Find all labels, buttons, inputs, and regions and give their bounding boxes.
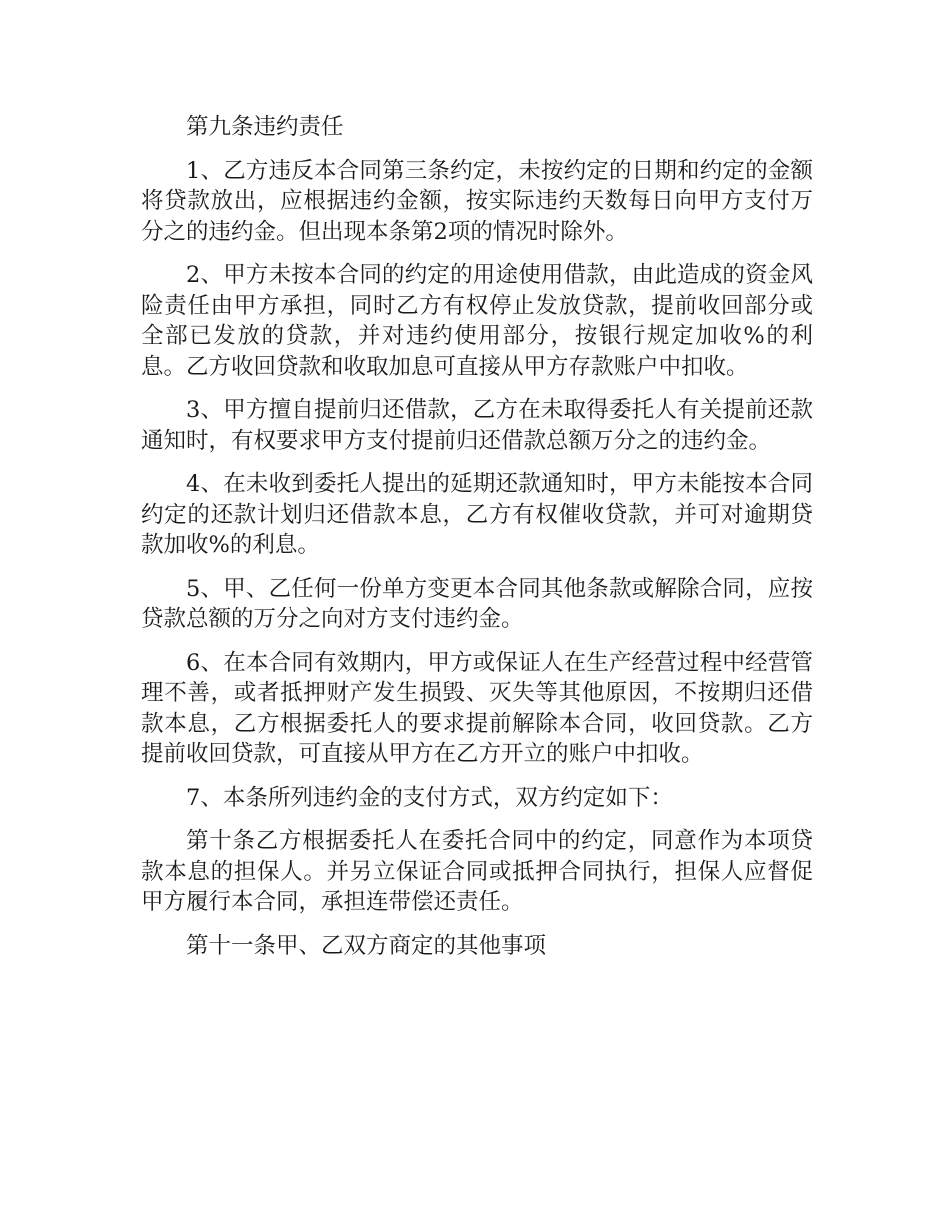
article-10-paragraph: 第十条乙方根据委托人在委托合同中的约定，同意作为本项贷款本息的担保人。并另立保证合同或抵押合同执行，担保人应督促甲方履行本合同，承担连带偿还责任。 bbox=[141, 828, 813, 915]
clause-4-paragraph: 4、在未收到委托人提出的延期还款通知时，甲方未能按本合同约定的还款计划归还借款本息，乙方有权催收贷款，并可对逾期贷款加收%的利息。 bbox=[141, 471, 813, 558]
clause-5-paragraph: 5、甲、乙任何一份单方变更本合同其他条款或解除合同，应按贷款总额的万分之向对方支付违约金。 bbox=[141, 575, 813, 632]
document-body bbox=[141, 112, 813, 974]
clause-3-paragraph: 3、甲方擅自提前归还借款，乙方在未取得委托人有关提前还款通知时，有权要求甲方支付提前归还借款总额万分之的违约金。 bbox=[141, 397, 813, 454]
clause-6-paragraph: 6、在本合同有效期内，甲方或保证人在生产经营过程中经营管理不善，或者抵押财产发生损毁、灭失等其他原因，不按期归还借款本息，乙方根据委托人的要求提前解除本合同，收回贷款。乙方提前收回贷款，可直接从甲方在乙方开立的账户中扣收。 bbox=[141, 649, 813, 767]
clause-2-paragraph: 2、甲方未按本合同的约定的用途使用借款，由此造成的资金风险责任由甲方承担，同时乙方有权停止发放贷款，提前收回部分或全部已发放的贷款，并对违约使用部分，按银行规定加收%的利息。乙方收回贷款和收取加息可直接从甲方存款账户中扣收。 bbox=[141, 262, 813, 380]
clause-7-paragraph: 7、本条所列违约金的支付方式，双方约定如下： bbox=[186, 784, 673, 811]
clause-1-paragraph: 1、乙方违反本合同第三条约定，未按约定的日期和约定的金额将贷款放出，应根据违约金额，按实际违约天数每日向甲方支付万分之的违约金。但出现本条第2项的情况时除外。 bbox=[141, 157, 813, 245]
section-heading-article-9: 第九条违约责任 bbox=[186, 114, 344, 140]
section-heading-article-11: 第十一条甲、乙双方商定的其他事项 bbox=[186, 932, 547, 959]
